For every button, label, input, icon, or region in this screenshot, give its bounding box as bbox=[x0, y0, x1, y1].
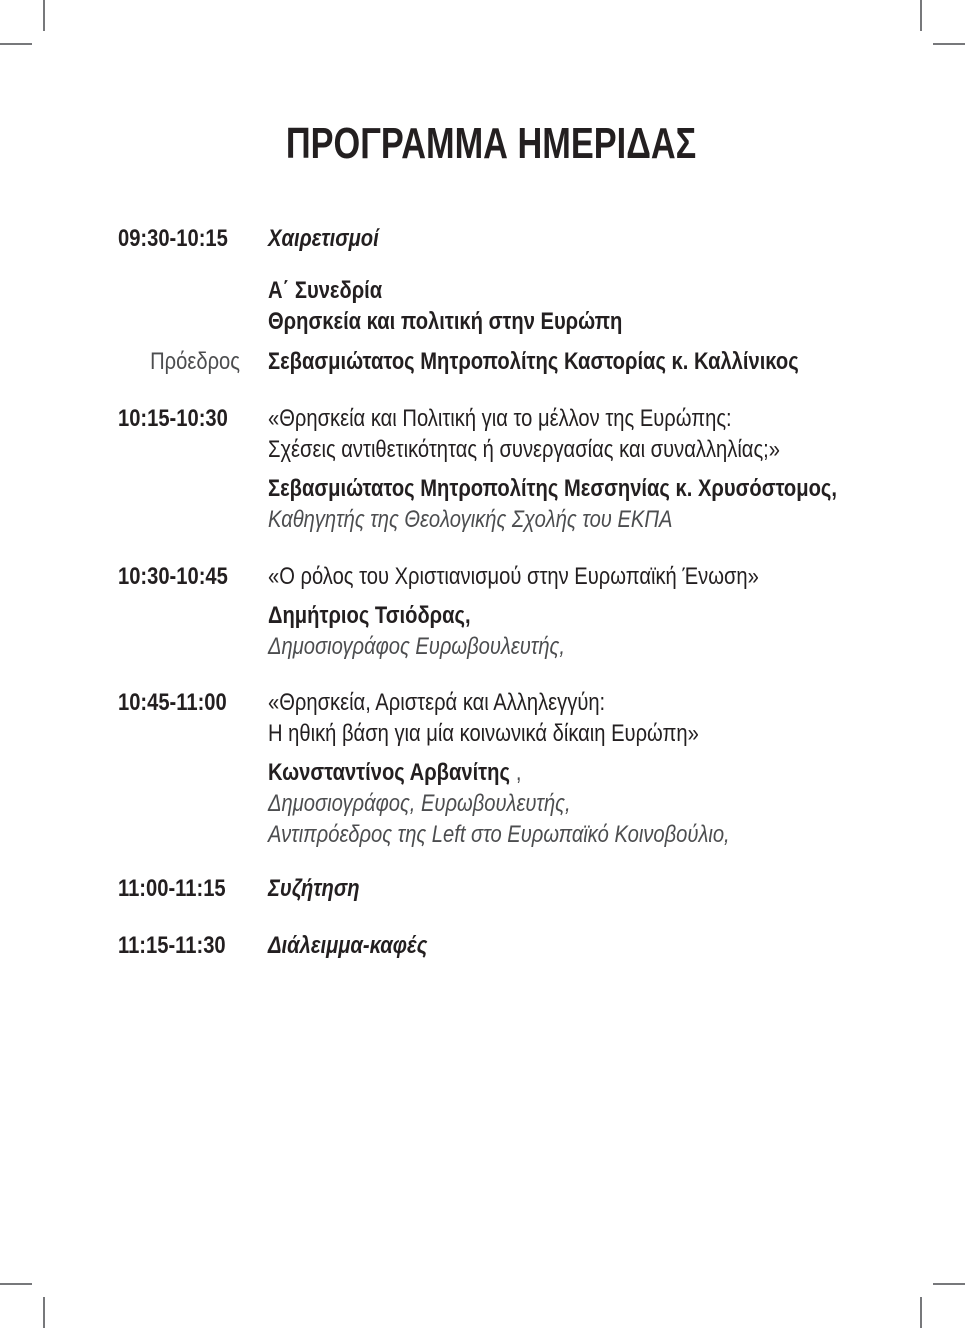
time-slot: 10:45-11:00 bbox=[118, 689, 227, 716]
session-heading-line-1: Α΄ Συνεδρία bbox=[268, 277, 383, 304]
row-greetings bbox=[118, 223, 865, 254]
speaker-role-line-2: Αντιπρόεδρος της Left στο Ευρωπαϊκό Κοινοβούλιο, bbox=[268, 821, 730, 848]
talk-speaker-block bbox=[268, 600, 865, 662]
talk-details bbox=[268, 561, 865, 662]
time-slot: 11:00-11:15 bbox=[118, 875, 226, 902]
talk-details bbox=[268, 403, 945, 535]
talk-title-line-1: «Θρησκεία και Πολιτική για το μέλλον της Ευρώπης: bbox=[268, 405, 732, 432]
row-session-a-heading bbox=[118, 275, 865, 337]
event-label: Συζήτηση bbox=[268, 875, 360, 902]
time-slot: 11:15-11:30 bbox=[118, 932, 226, 959]
crop-mark-bottom-left-horizontal bbox=[0, 1283, 32, 1285]
talk-speaker-block bbox=[268, 757, 865, 850]
crop-mark-bottom-left-vertical bbox=[43, 1297, 45, 1328]
speaker-role: Καθηγητής της Θεολογικής Σχολής του ΕΚΠΑ bbox=[268, 506, 673, 533]
talk-details bbox=[268, 687, 865, 850]
row-discussion bbox=[118, 873, 865, 904]
time-slot: 10:15-10:30 bbox=[118, 405, 228, 432]
time-slot: 10:30-10:45 bbox=[118, 563, 228, 590]
event-label: Διάλειμμα-καφές bbox=[268, 932, 428, 959]
talk-title-line-1: «Ο ρόλος του Χριστιανισμού στην Ευρωπαϊκή Ένωση» bbox=[268, 563, 759, 590]
speaker-name: Δημήτριος Τσιόδρας, bbox=[268, 602, 471, 629]
speaker-role: Δημοσιογράφος, Ευρωβουλευτής, bbox=[268, 790, 571, 817]
talk-title-line-1: «Θρησκεία, Αριστερά και Αλληλεγγύη: bbox=[268, 689, 606, 716]
crop-mark-bottom-right-horizontal bbox=[933, 1283, 965, 1285]
crop-mark-top-left-vertical bbox=[43, 0, 45, 31]
row-talk-2 bbox=[118, 561, 865, 662]
program-title: ΠΡΟΓΡΑΜΜΑ ΗΜΕΡΙΔΑΣ bbox=[286, 119, 697, 168]
speaker-name: Σεβασμιώτατος Μητροπολίτης Μεσσηνίας κ. Χρυσόστομος, bbox=[268, 475, 837, 502]
row-talk-1 bbox=[118, 403, 865, 535]
crop-mark-bottom-right-vertical bbox=[920, 1297, 922, 1328]
talk-title bbox=[268, 561, 865, 592]
crop-mark-top-right-horizontal bbox=[933, 43, 965, 45]
chair-name: Σεβασμιώτατος Μητροπολίτης Καστορίας κ. Καλλίνικος bbox=[268, 348, 799, 375]
session-heading-line-2: Θρησκεία και πολιτική στην Ευρώπη bbox=[268, 308, 623, 335]
speaker-role: Δημοσιογράφος Ευρωβουλευτής, bbox=[268, 633, 565, 660]
talk-title-line-2: Η ηθική βάση για μία κοινωνικά δίκαιη Ευρώπη» bbox=[268, 720, 699, 747]
session-heading bbox=[268, 275, 865, 337]
event-label: Χαιρετισμοί bbox=[268, 225, 379, 252]
speaker-name-comma: , bbox=[515, 759, 522, 786]
chair-role-label: Πρόεδρος bbox=[150, 348, 240, 375]
talk-title-line-2: Σχέσεις αντιθετικότητας ή συνεργασίας και συναλληλίας;» bbox=[268, 436, 780, 463]
talk-title bbox=[268, 687, 865, 749]
row-session-chair bbox=[118, 346, 865, 377]
crop-mark-top-right-vertical bbox=[920, 0, 922, 31]
speaker-name: Κωνσταντίνος Αρβανίτης , bbox=[268, 759, 522, 786]
time-slot: 09:30-10:15 bbox=[118, 225, 228, 252]
crop-mark-top-left-horizontal bbox=[0, 43, 32, 45]
row-talk-3 bbox=[118, 687, 865, 850]
row-coffee-break bbox=[118, 930, 865, 961]
talk-title bbox=[268, 403, 945, 465]
talk-speaker-block bbox=[268, 473, 945, 535]
